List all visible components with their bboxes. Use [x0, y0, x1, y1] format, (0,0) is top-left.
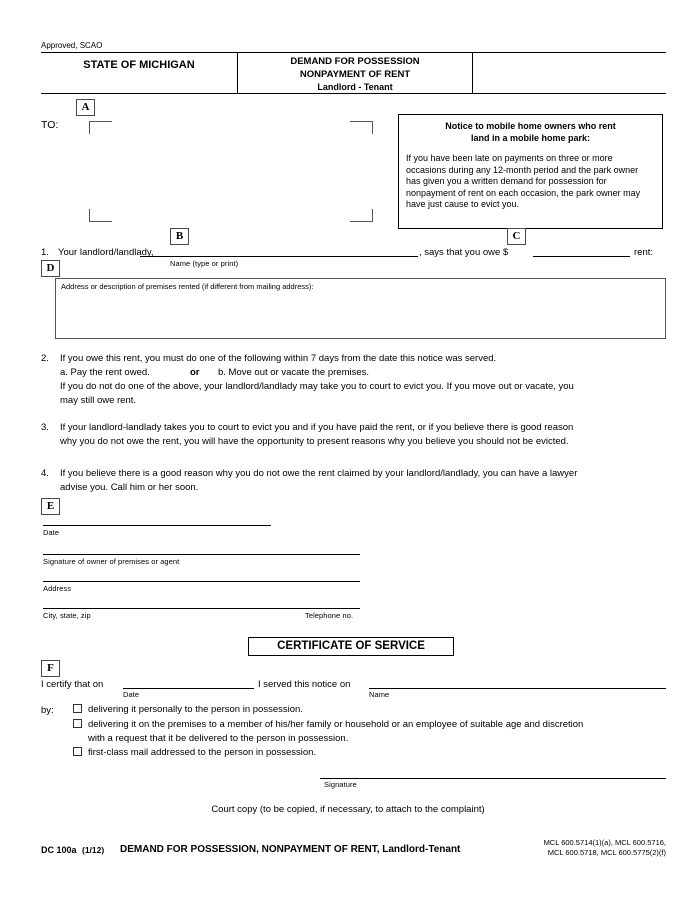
owner-date-caption: Date: [43, 528, 60, 537]
owner-date-rule: [43, 525, 271, 526]
notice-title-line1: Notice to mobile home owners who rent: [445, 121, 616, 131]
certificate-name-rule: [369, 688, 666, 689]
item3-line2: why you do not owe the rent, you will have the opportunity to present reasons why you believe you should not be evicted.: [60, 436, 569, 447]
marker-d: D: [41, 260, 60, 277]
rent-amount-rule: [533, 256, 630, 257]
service-option-substitute-label: delivering it on the premises to a member of his/her family or household or an employee of suitable age and discretion: [88, 719, 584, 730]
certificate-signature-input[interactable]: [320, 766, 666, 778]
item2-option-a: a. Pay the rent owed.: [60, 367, 150, 378]
item4-line1: If you believe there is a good reason why you do not owe the rent claimed by your landlord/landlady, you can have a lawyer: [60, 468, 578, 479]
service-option-mail-label: first-class mail addressed to the person in possession.: [88, 747, 317, 758]
premises-address-box[interactable]: [55, 278, 666, 339]
approved-scao-label: Approved, SCAO: [41, 41, 103, 50]
certificate-name-input[interactable]: [369, 676, 666, 688]
marker-f: F: [41, 660, 60, 677]
premises-address-caption: Address or description of premises rented (if different from mailing address):: [61, 282, 314, 291]
header-cell-case-number[interactable]: [473, 53, 666, 94]
form-header-table: [41, 53, 666, 94]
certificate-name-caption: Name: [369, 690, 390, 699]
owner-address-rule: [43, 581, 360, 582]
item1-text-middle: , says that you owe $: [419, 247, 509, 258]
certificate-date-input[interactable]: [123, 676, 254, 688]
certify-text-middle: I served this notice on: [258, 679, 351, 690]
form-title-line3: Landlord - Tenant: [317, 82, 393, 92]
marker-b: B: [170, 228, 189, 245]
certificate-date-caption: Date: [123, 690, 140, 699]
form-title-line2: NONPAYMENT OF RENT: [299, 68, 411, 80]
item2-line4: may still owe rent.: [60, 395, 137, 406]
item3-line1: If your landlord-landlady takes you to court to evict you and if you have paid the rent, or if you believe there is good reason: [60, 422, 574, 433]
footer-form-title: DEMAND FOR POSSESSION, NONPAYMENT OF RENT, Landlord-Tenant: [120, 844, 461, 855]
owner-city-state-zip-caption: City, state, zip: [43, 611, 91, 620]
owner-signature-rule: [43, 554, 360, 555]
service-option-substitute-label-line2: with a request that it be delivered to the person in possession.: [88, 733, 349, 744]
mobile-home-notice-box: [398, 114, 663, 229]
notice-body-text: If you have been late on payments on three or more occasions during any 12-month period and the park owner has given you a written demand for possession for nonpayment of rent on each occasion, the park owner may have just cause to evict you.: [406, 153, 641, 210]
item4-number: 4.: [41, 468, 49, 479]
certificate-of-service-title: CERTIFICATE OF SERVICE: [248, 637, 454, 656]
state-label: STATE OF MICHIGAN: [83, 59, 195, 71]
service-option-mail-checkbox[interactable]: [73, 747, 82, 756]
form-title-line1: DEMAND FOR POSSESSION: [290, 56, 420, 67]
certificate-signature-caption: Signature: [324, 780, 357, 789]
certify-text-before: I certify that on: [41, 679, 104, 690]
item3-number: 3.: [41, 422, 49, 433]
item2-line1: If you owe this rent, you must do one of the following within 7 days from the date this notice was served.: [60, 353, 497, 364]
court-copy-note: Court copy (to be copied, if necessary, to attach to the complaint): [211, 804, 485, 815]
landlord-name-rule: [140, 256, 418, 257]
mcl-citation-line2: MCL 600.5718, MCL 600.5775(2)(f): [547, 848, 666, 857]
marker-a: A: [76, 99, 95, 116]
item1-text-after: rent:: [634, 247, 654, 258]
owner-city-state-zip-rule: [43, 608, 360, 609]
item2-option-or: or: [190, 367, 200, 378]
marker-c: C: [507, 228, 526, 245]
marker-e: E: [41, 498, 60, 515]
owner-signature-caption: Signature of owner of premises or agent: [43, 557, 180, 566]
service-option-personal-checkbox[interactable]: [73, 704, 82, 713]
owner-address-caption: Address: [43, 584, 72, 593]
premises-address-input[interactable]: [61, 295, 656, 335]
mcl-citations: [544, 838, 666, 858]
item1-number: 1.: [41, 247, 49, 258]
header-cell-title: [237, 53, 473, 94]
service-option-personal-label: delivering it personally to the person in possession.: [88, 704, 303, 715]
owner-signature-input[interactable]: [43, 542, 360, 554]
owner-date-input[interactable]: [43, 513, 271, 525]
owner-telephone-caption: Telephone no.: [305, 611, 354, 620]
to-label: TO:: [41, 119, 59, 131]
header-cell-state: [41, 53, 237, 94]
certificate-signature-rule: [320, 778, 666, 779]
item2-option-b: b. Move out or vacate the premises.: [218, 367, 370, 378]
certificate-date-rule: [123, 688, 254, 689]
form-number: DC 100a: [41, 845, 77, 855]
form-revision-date: (1/12): [82, 845, 105, 855]
mcl-citation-line1: MCL 600.5714(1)(a), MCL 600.5716,: [543, 838, 666, 847]
service-option-substitute-checkbox[interactable]: [73, 719, 82, 728]
recipient-address-field[interactable]: [95, 126, 367, 216]
service-by-label: by:: [41, 705, 54, 716]
item2-line3: If you do not do one of the above, your landlord/landlady may take you to court to evict you. If you move out or vacate, you: [60, 381, 574, 392]
item1-text-before: Your landlord/landlady,: [58, 247, 154, 258]
item2-number: 2.: [41, 353, 49, 364]
landlord-name-caption: Name (type or print): [170, 259, 239, 268]
notice-title-line2: land in a mobile home park:: [470, 133, 591, 143]
item4-line2: advise you. Call him or her soon.: [60, 482, 199, 493]
